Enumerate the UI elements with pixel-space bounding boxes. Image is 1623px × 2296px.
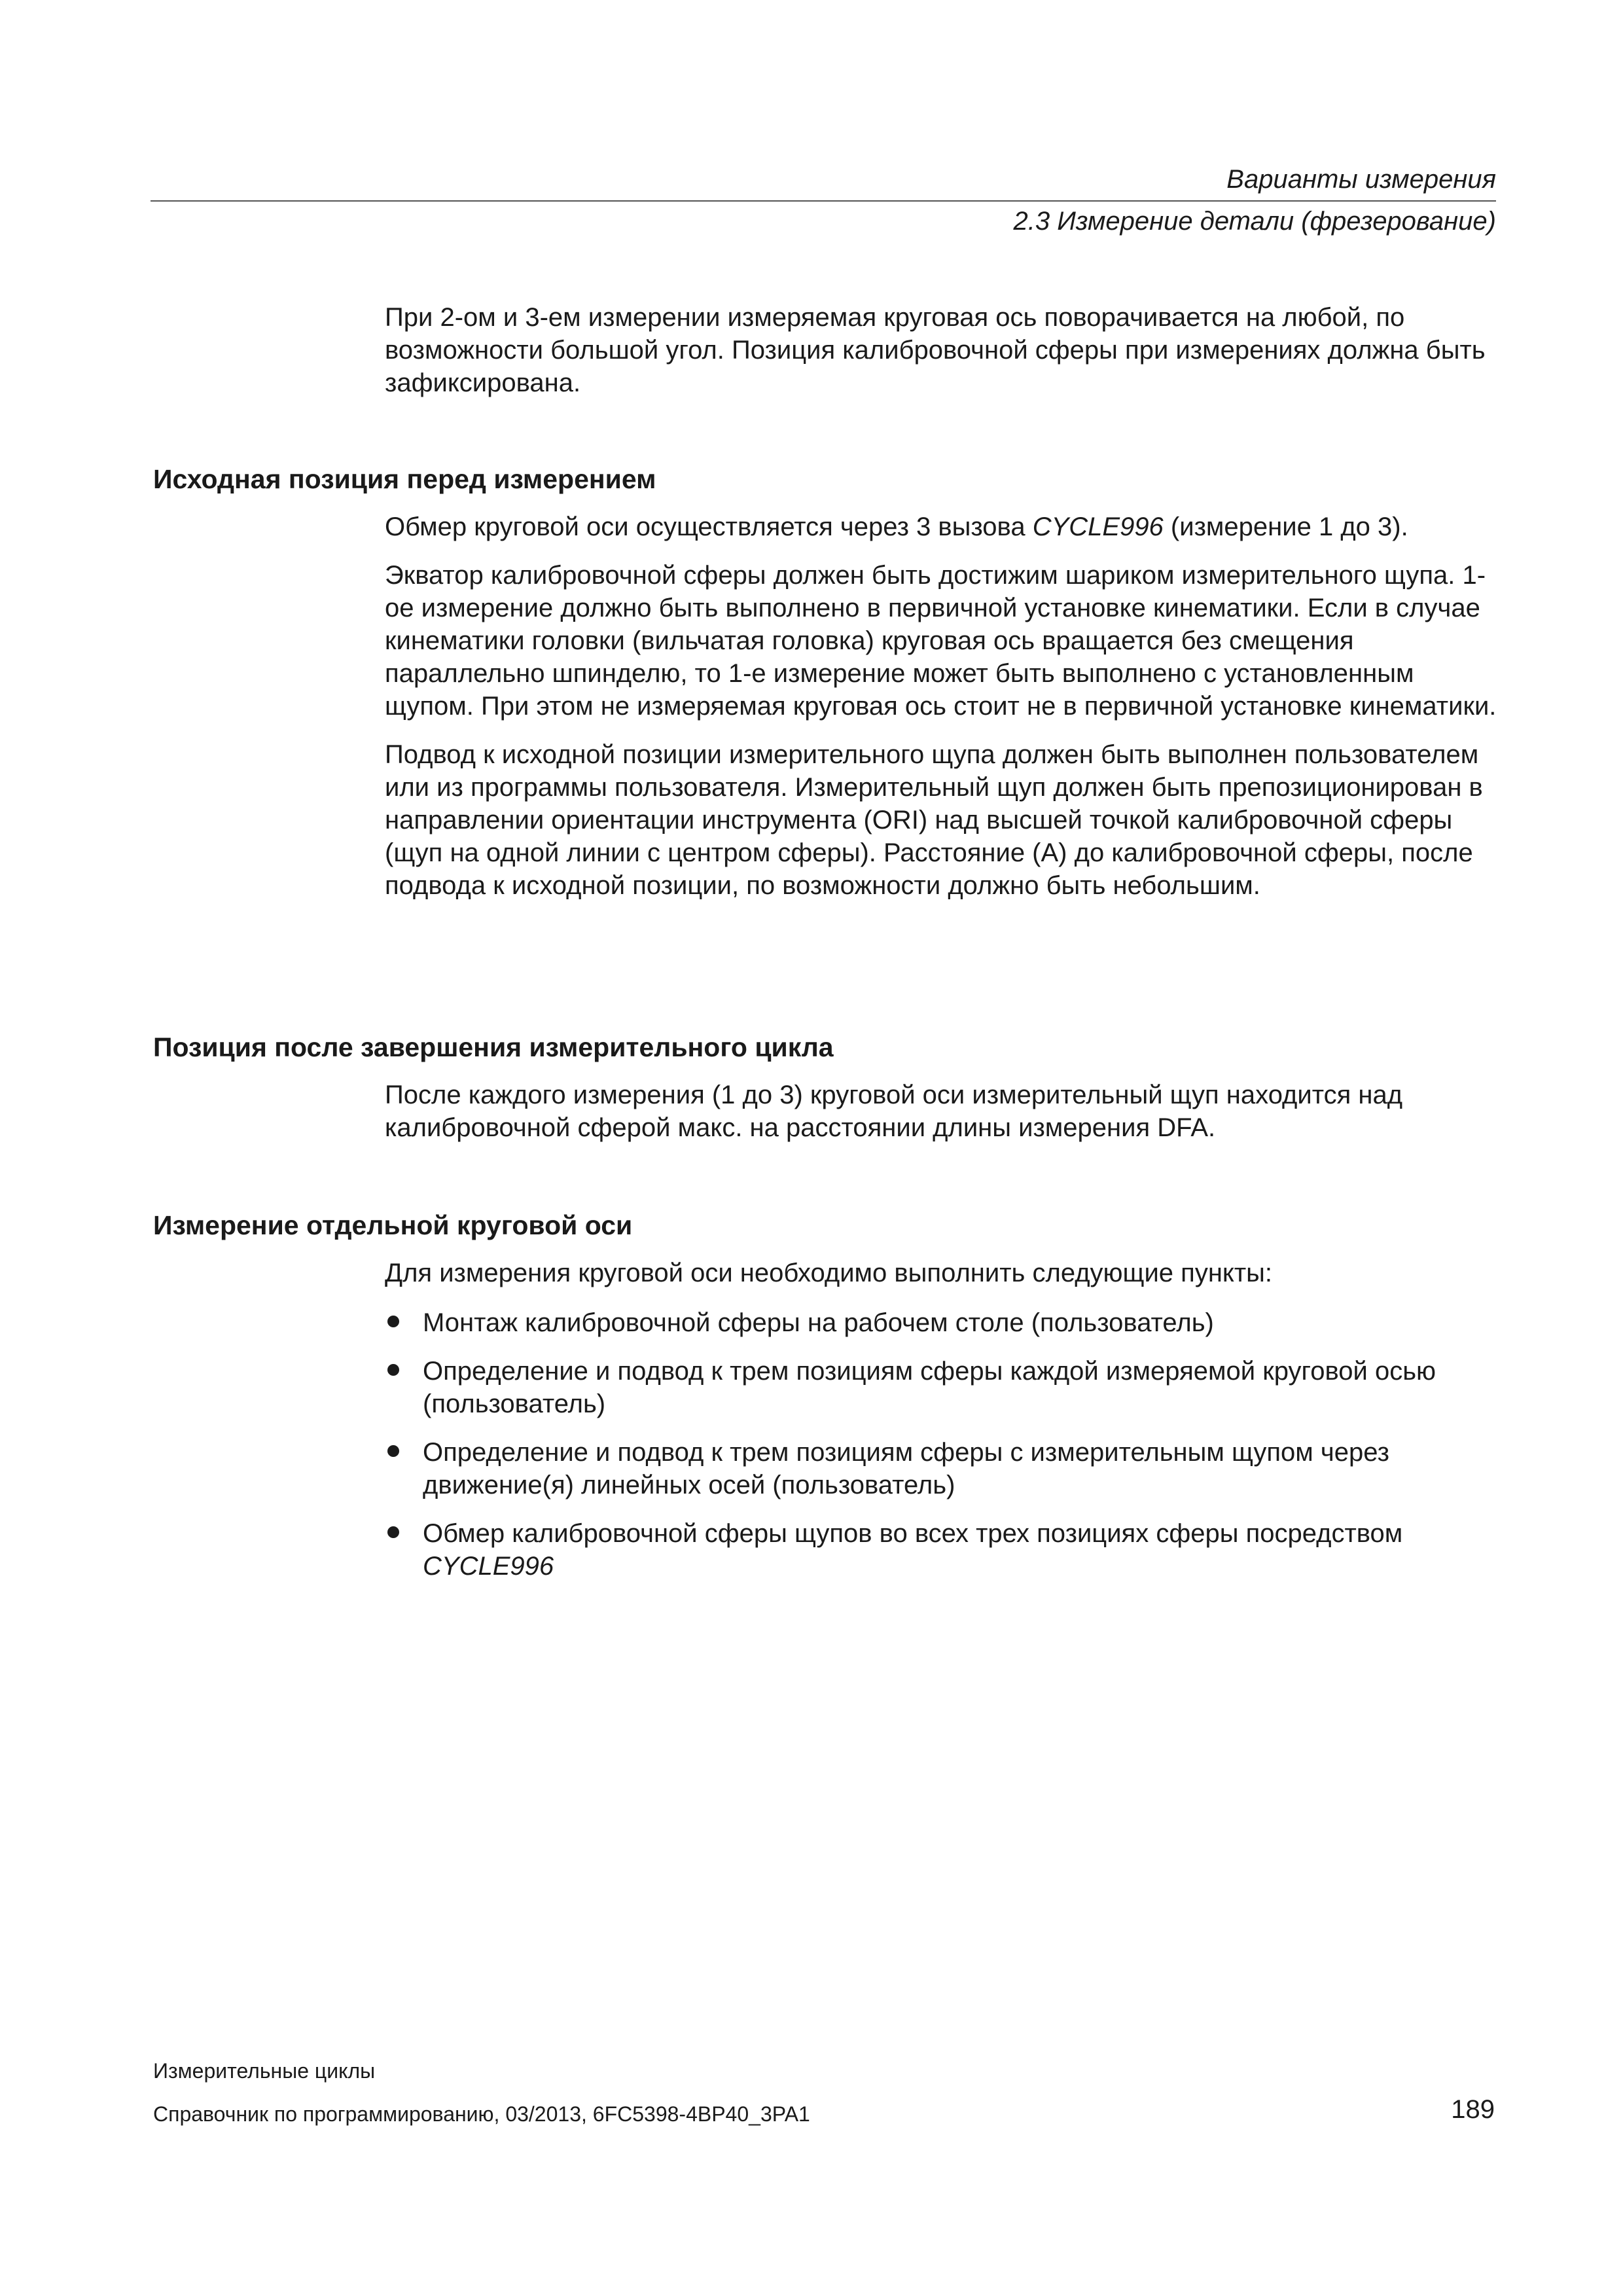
- paragraph-end-position: После каждого измерения (1 до 3) круговой оси измерительный щуп находится над калибровочной сферой макс. на расстоянии длины измерения DFA.: [385, 1081, 1403, 1142]
- intro-text: При 2-ом и 3-ем измерении измеряемая круговая ось поворачивается на любой, по возможности большой угол. Позиция калибровочной сферы при измерениях должна быть зафиксирована.: [385, 303, 1486, 397]
- list-item: Монтаж калибровочной сферы на рабочем столе (пользователь): [385, 1306, 1505, 1339]
- footer-manual-info: Справочник по программированию, 03/2013, 6FC5398-4BP40_3PA1: [153, 2102, 810, 2126]
- heading-start-position: Исходная позиция перед измерением: [153, 464, 656, 494]
- running-header-section: Варианты измерения: [1226, 165, 1496, 194]
- paragraph-cycle-calls-before: Обмер круговой оси осуществляется через 3 вызова: [385, 512, 1033, 541]
- list-item: Обмер калибровочной сферы щупов во всех трех позициях сферы посредством CYCLE996: [385, 1517, 1505, 1583]
- intro-paragraph: [385, 301, 1505, 399]
- cycle-name: CYCLE996: [1032, 512, 1164, 541]
- section-start-position-body: [385, 511, 1505, 902]
- bullet-icon: [387, 1526, 399, 1538]
- bullet-icon: [387, 1316, 399, 1327]
- heading-end-position: Позиция после завершения измерительного цикла: [153, 1032, 834, 1062]
- paragraph-cycle-calls-after: (измерение 1 до 3).: [1163, 512, 1408, 541]
- paragraph-cycle-calls: [385, 511, 1505, 543]
- paragraph-equator: Экватор калибровочной сферы должен быть достижим шариком измерительного щупа. 1-ое измерение должно быть выполнено в первичной установке кинематики. Если в случае кинематики головки (вильчатая головка) круговая ось вращается без смещения параллельно шпинделю, то 1-е измерение может быть выполнено с установленным щупом. При этом не измеряемая круговая ось стоит не в первичной установке кинематики.: [385, 561, 1497, 721]
- steps-list: [385, 1306, 1505, 1583]
- section-single-axis-body: [385, 1257, 1505, 1289]
- bullet-icon: [387, 1364, 399, 1376]
- cycle-name: CYCLE996: [423, 1552, 554, 1581]
- list-item: Определение и подвод к трем позициям сферы каждой измеряемой круговой осью (пользователь): [385, 1355, 1505, 1420]
- bullet-icon: [387, 1445, 399, 1457]
- footer-title: Измерительные циклы: [153, 2059, 376, 2083]
- heading-single-axis: Измерение отдельной круговой оси: [153, 1210, 633, 1240]
- page-number: 189: [1451, 2095, 1495, 2124]
- paragraph-steps-intro: Для измерения круговой оси необходимо выполнить следующие пункты:: [385, 1259, 1273, 1287]
- paragraph-approach: Подвод к исходной позиции измерительного щупа должен быть выполнен пользователем или из программы пользователя. Измерительный щуп должен быть препозиционирован в направлении ориентации инструмента (ORI) над высшей точкой калибровочной сферы (щуп на одной линии с центром сферы). Расстояние (A) до калибровочной сферы, после подвода к исходной позиции, по возможности должно быть небольшим.: [385, 740, 1483, 900]
- list-item: Определение и подвод к трем позициям сферы с измерительным щупом через движение(я) линейных осей (пользователь): [385, 1436, 1505, 1501]
- running-header-subsection: 2.3 Измерение детали (фрезерование): [1013, 207, 1496, 236]
- section-end-position-body: [385, 1079, 1505, 1144]
- header-rule: [151, 200, 1496, 202]
